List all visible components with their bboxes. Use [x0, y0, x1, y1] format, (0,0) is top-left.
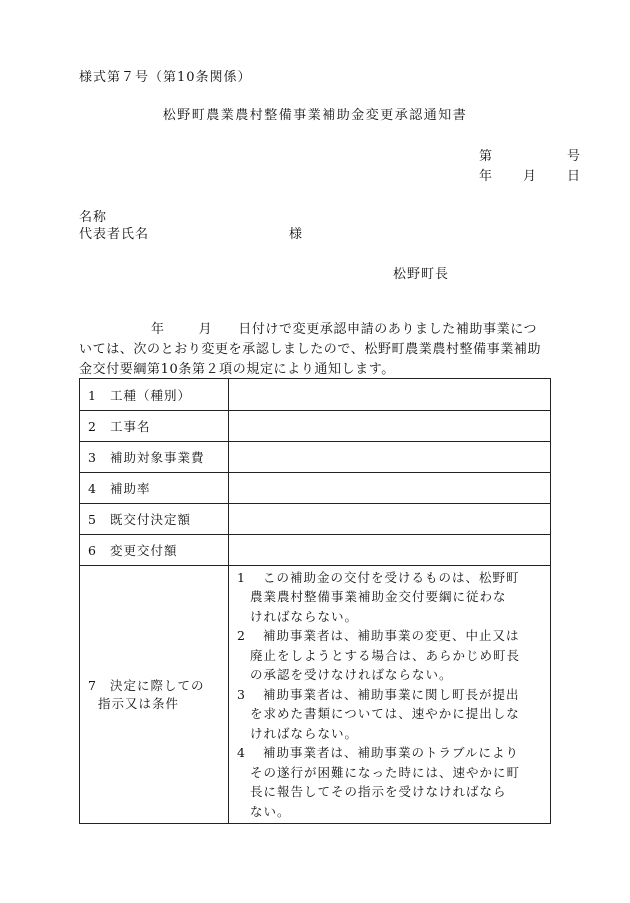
addressee-name-label: 名称 [79, 210, 108, 225]
conditions-row [80, 566, 551, 824]
body-year: 年 [151, 322, 165, 337]
body-paragraph [79, 320, 583, 380]
condition-item: 3 補助事業者は、補助事業に関し町長が提出 を求めた書類については、速やかに提出しな ければならない。 [237, 686, 520, 741]
row-label: 6 変更交付額 [80, 535, 229, 566]
addressee-representative-label: 代表者氏名 [79, 227, 150, 242]
addressee-honorific: 様 [289, 227, 304, 242]
table-row [80, 473, 551, 504]
date-month: 月 [522, 169, 537, 184]
row-label: 1 工種（種別） [80, 379, 229, 411]
sender-name: 松野町長 [393, 267, 450, 282]
table-row [80, 379, 551, 411]
table-row [80, 442, 551, 473]
row-label: 2 工事名 [80, 411, 229, 442]
body-line-2: いては、次のとおり変更を承認しましたので、松野町農業農村整備事業補助 [79, 342, 542, 357]
row-label: 4 補助率 [80, 473, 229, 504]
row-label: 5 既交付決定額 [80, 504, 229, 535]
document-number-dai: 第 [479, 149, 494, 164]
document-number [479, 145, 581, 164]
details-table [79, 378, 551, 824]
condition-item: 1 この補助金の交付を受けるものは、松野町 農業農村整備事業補助金交付要綱に従わな ければならない。 [237, 569, 520, 624]
table-row [80, 504, 551, 535]
conditions-label-line-1: 7 決定に際しての [88, 677, 205, 693]
table-row [80, 535, 551, 566]
row-value [229, 379, 551, 411]
body-line-1-text: 日付けで変更承認申請のありました補助事業につ [238, 322, 538, 337]
row-value [229, 504, 551, 535]
body-month: 月 [198, 322, 213, 337]
document-number-go: 号 [566, 149, 581, 164]
date-year: 年 [479, 169, 494, 184]
row-value [229, 411, 551, 442]
date-day: 日 [566, 169, 581, 184]
conditions-label [80, 566, 229, 824]
body-line-3: 金交付要綱第10条第２項の規定により通知します。 [79, 362, 395, 377]
condition-item: 2 補助事業者は、補助事業の変更、中止又は 廃止をしようとする場合は、あらかじめ町長 の承認を受けなければならない。 [237, 628, 521, 683]
row-value [229, 535, 551, 566]
body-line-1 [79, 320, 583, 340]
form-number-label: 様式第７号（第10条関係） [79, 70, 252, 85]
table-row [80, 411, 551, 442]
document-title: 松野町農業農村整備事業補助金変更承認通知書 [162, 108, 468, 123]
row-value [229, 442, 551, 473]
document-date [479, 165, 581, 184]
conditions-label-line-2: 指示又は条件 [98, 695, 180, 711]
condition-item: 4 補助事業者は、補助事業のトラブルにより その遂行が困難になった時には、速やかに町 長に報告してその指示を受けなければなら ない。 [237, 745, 521, 819]
conditions-list [229, 566, 551, 824]
row-label: 3 補助対象事業費 [80, 442, 229, 473]
row-value [229, 473, 551, 504]
